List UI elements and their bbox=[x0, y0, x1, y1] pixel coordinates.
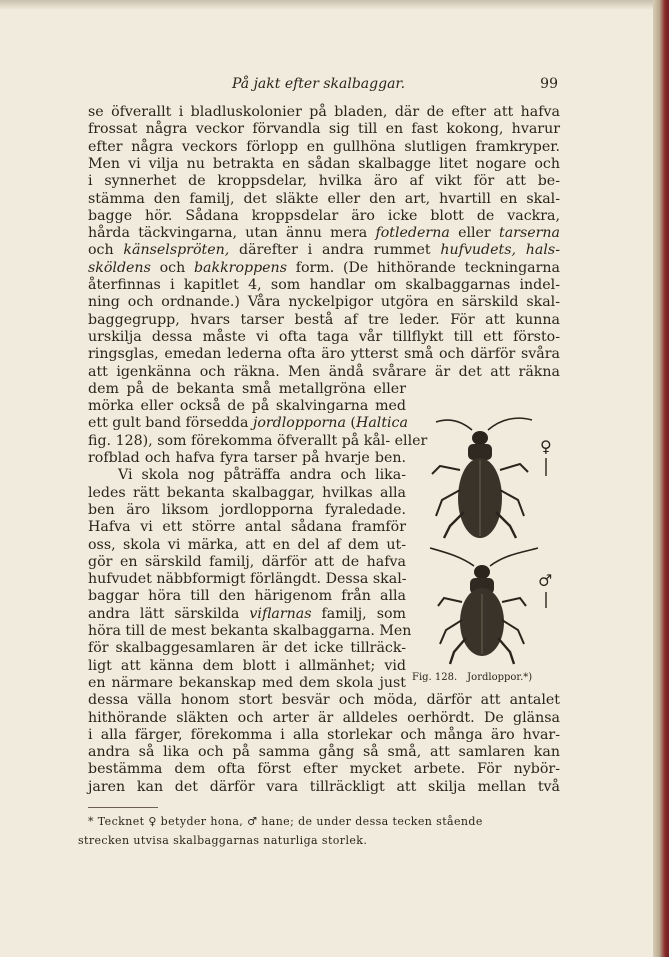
text-run: se öfverallt i bladluskolonier på bladen, där de efter att hafva bbox=[88, 104, 560, 120]
text-run: dem på de bekanta små metallgröna eller bbox=[88, 380, 406, 397]
text-run: och bbox=[150, 259, 194, 276]
text-line bbox=[88, 381, 406, 397]
text-run: jaren kan det därför vara tillräckligt att skilja mellan två bbox=[88, 778, 560, 795]
italic-term: bakkroppens bbox=[193, 259, 287, 276]
text-run: eller bbox=[449, 225, 499, 242]
text-run: rofblad och hafva fyra tarser på hvarje ben. bbox=[88, 450, 406, 466]
text-line bbox=[88, 554, 406, 570]
italic-term: tarserna bbox=[499, 225, 560, 242]
text-run: en närmare bekanskap med dem skola just bbox=[88, 674, 406, 691]
text-line bbox=[88, 432, 428, 449]
italic-term: sköldens bbox=[88, 259, 151, 276]
text-run: Vi skola nog påträffa andra och lika- bbox=[118, 467, 406, 484]
running-title: På jakt efter skalbaggar. bbox=[232, 76, 406, 92]
text-line bbox=[88, 623, 412, 639]
text-run: ledes rätt bekanta skalbaggar, hvilkas alla bbox=[88, 484, 406, 501]
text-line bbox=[88, 139, 560, 155]
text-run: i synnerhet de kroppsdelar, hvilka äro af vikt för att be- bbox=[88, 173, 560, 190]
text-line bbox=[88, 415, 406, 431]
text-line bbox=[88, 727, 560, 743]
beetle-figure bbox=[420, 408, 560, 684]
text-run: andra så lika och på samma gång så små, att samlaren kan bbox=[88, 744, 560, 761]
male-symbol: ♂ bbox=[538, 571, 553, 590]
text-line bbox=[88, 208, 560, 224]
text-line bbox=[88, 294, 560, 310]
italic-term: viflarnas bbox=[249, 605, 312, 622]
text-line bbox=[88, 588, 406, 604]
text-run: stämma den familj, det släkte eller den art, hvartill en skal- bbox=[88, 190, 560, 207]
text-run: därefter i andra rummet bbox=[229, 242, 441, 259]
text-run: hithörande släkten och arter är alldeles oerhördt. De glänsa bbox=[88, 709, 560, 726]
text-line bbox=[88, 173, 560, 189]
footnote-line-2: strecken utvisa skalbaggarnas naturliga storlek. bbox=[78, 834, 368, 847]
text-run: familj, som bbox=[311, 605, 406, 622]
figure-caption bbox=[412, 672, 542, 683]
text-run: mörka eller också de på skalvingarna med bbox=[88, 398, 406, 415]
text-line bbox=[88, 156, 560, 172]
text-line bbox=[88, 658, 406, 674]
text-run: hårda täckvingarna, utan ännu mera bbox=[88, 225, 376, 242]
text-line bbox=[88, 312, 560, 328]
text-run: ett gult band försedda bbox=[88, 415, 253, 432]
female-flea-beetle bbox=[432, 418, 532, 538]
text-line bbox=[88, 242, 560, 258]
italic-term: fotlederna bbox=[375, 225, 450, 242]
male-flea-beetle bbox=[430, 548, 538, 664]
text-run: att igenkänna och räkna. Men ändå svårare är det att räkna bbox=[88, 363, 560, 380]
text-run: frossat några veckor förvandla sig till en fast kokong, hvarur bbox=[88, 121, 560, 138]
text-run: dessa välla honom stort besvär och möda, därför att antalet bbox=[88, 692, 560, 709]
footnote-rule bbox=[88, 807, 158, 808]
text-run: ligt att känna dem blott i allmänhet; vid bbox=[88, 657, 406, 674]
text-line bbox=[88, 225, 560, 241]
text-run: form. (De hithörande teckningarna bbox=[286, 259, 560, 276]
text-run: ( bbox=[345, 415, 356, 432]
figure-number: Fig. 128. bbox=[412, 672, 458, 683]
text-run: ning och ordnande.) Våra nyckelpigor utgöra en särskild skal- bbox=[88, 294, 560, 311]
footnote-line-1: * Tecknet ♀ betyder hona, ♂ hane; de under dessa tecken stående bbox=[88, 815, 483, 828]
page-top-edge bbox=[0, 0, 669, 10]
text-run: återfinnas i kapitlet 4, som handlar om skalbaggarnas indel- bbox=[88, 277, 560, 293]
text-line bbox=[118, 467, 406, 483]
female-symbol: ♀ bbox=[540, 437, 552, 456]
text-run: ringsglas, emedan lederna ofta äro ytterst små och därför svåra bbox=[88, 346, 560, 363]
text-line bbox=[88, 104, 560, 120]
italic-term: hufvudets, hals- bbox=[440, 242, 560, 259]
text-run: för skalbaggesamlaren är det icke tillräck- bbox=[88, 640, 406, 657]
text-run: fig. 128), som förekomma öfverallt på kål- eller bbox=[88, 432, 428, 449]
figure-title: Jordloppor.*) bbox=[467, 672, 533, 683]
text-line bbox=[88, 692, 560, 708]
page-number: 99 bbox=[540, 76, 558, 92]
text-run: urskilja dessa måste vi ofta taga vår tillflykt till ett försto- bbox=[88, 328, 560, 345]
text-line bbox=[88, 277, 560, 293]
text-run: i alla färger, förekomma i alla storlekar och många äro hvar- bbox=[88, 726, 560, 743]
text-run: höra till de mest bekanta skalbaggarna. Men bbox=[88, 623, 412, 639]
text-run: hufvudet näbbformigt förlängdt. Dessa skal- bbox=[88, 571, 407, 588]
text-line bbox=[88, 260, 560, 276]
text-line bbox=[88, 450, 406, 466]
text-line bbox=[88, 744, 560, 760]
text-line bbox=[88, 571, 406, 587]
text-line bbox=[88, 485, 406, 501]
text-run: bestämma dem ofta först efter mycket arbete. För nybör- bbox=[88, 761, 560, 778]
text-line bbox=[88, 346, 560, 362]
text-line bbox=[88, 606, 406, 622]
text-line bbox=[88, 675, 406, 691]
text-line bbox=[88, 191, 560, 207]
page-header bbox=[88, 76, 560, 96]
italic-term: känselspröten, bbox=[123, 242, 230, 259]
text-line bbox=[88, 710, 560, 726]
text-run: bagge hör. Sådana kroppsdelar äro icke blott de vackra, bbox=[88, 207, 560, 224]
text-run: efter några veckors förlopp en gullhöna slutligen framkryper. bbox=[88, 138, 560, 155]
text-run: gör en särskild familj, därför att de hafva bbox=[88, 553, 406, 570]
text-run: Men vi vilja nu betrakta en sådan skalbagge litet nogare och bbox=[88, 155, 560, 172]
text-run: oss, skola vi märka, att en del af dem ut- bbox=[88, 536, 406, 553]
italic-term: jordlopporna bbox=[252, 415, 346, 432]
text-run: baggegrupp, hvars tarser bestå af tre leder. För att kunna bbox=[88, 311, 560, 328]
text-line bbox=[88, 329, 560, 345]
text-line bbox=[88, 502, 406, 518]
text-run: ben äro liksom jordlopporna fyraledade. bbox=[88, 501, 406, 518]
text-line bbox=[88, 364, 560, 380]
text-run: andra lätt särskilda bbox=[88, 605, 250, 622]
text-line bbox=[88, 640, 406, 656]
italic-term: Haltica bbox=[355, 415, 408, 432]
text-line bbox=[88, 398, 406, 414]
text-run: Hafva vi ett större antal sådana framför bbox=[88, 519, 406, 536]
text-line bbox=[88, 537, 406, 553]
text-line bbox=[88, 779, 560, 795]
text-line bbox=[88, 519, 406, 535]
text-run: baggar höra till den härigenom från alla bbox=[88, 588, 406, 605]
text-line bbox=[88, 761, 560, 777]
text-line bbox=[88, 121, 560, 137]
book-spine bbox=[653, 0, 669, 957]
text-run: och bbox=[88, 242, 124, 259]
